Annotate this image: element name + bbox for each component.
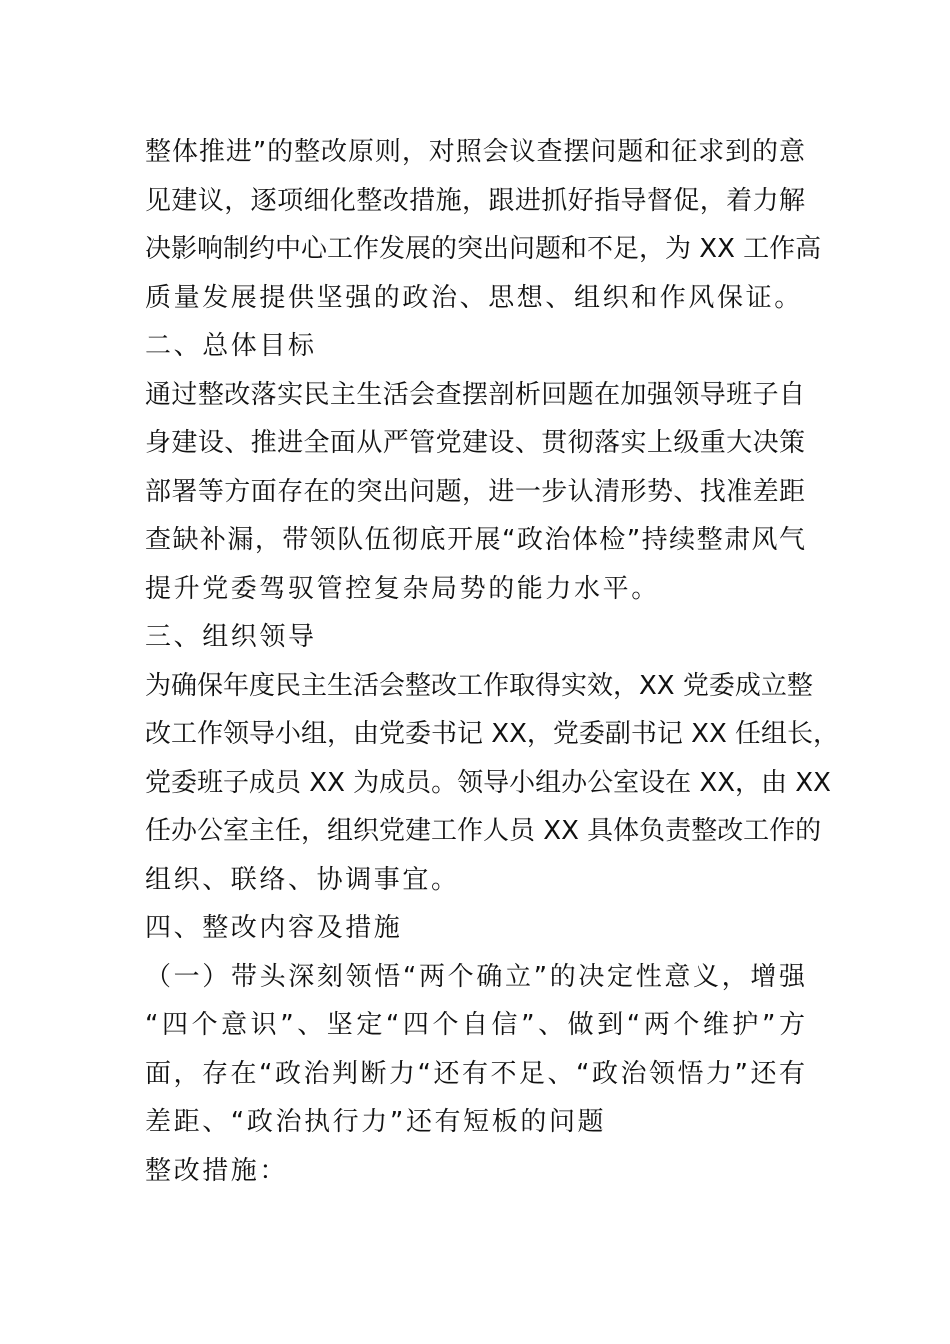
paragraph-intro-continuation xyxy=(145,128,822,322)
heading-text: 三、组织领导 xyxy=(145,622,317,652)
paragraph-leadership xyxy=(145,662,840,905)
text-line: 见建议，逐项细化整改措施，跟进抓好指导督促，着力解 xyxy=(145,185,805,216)
text-line: 改工作领导小组，由党委书记 XX，党委副书记 XX 任组长， xyxy=(145,719,840,749)
document-body xyxy=(145,128,840,1195)
section-heading-rectification xyxy=(145,904,805,953)
heading-text: 四、整改内容及措施 xyxy=(145,913,403,943)
text-line: 提升党委驾驭管控复杂局势的能力水平。 xyxy=(145,573,660,604)
paragraph-goal xyxy=(145,371,805,614)
text-line: 组织、联络、协调事宜。 xyxy=(145,864,460,895)
text-line: 面，存在“政治判断力“还有不足、“政治领悟力”还有 xyxy=(145,1058,805,1089)
text-line: 通过整改落实民主生活会查摆剖析回题在加强领导班子自 xyxy=(145,379,805,410)
text-line: “四个意识”、坚定“四个自信”、做到“两个维护”方 xyxy=(145,1010,805,1040)
text-line: 整体推进”的整改原则，对照会议查摆问题和征求到的意 xyxy=(145,137,805,167)
text-line: 质量发展提供坚强的政治、思想、组织和作风保证。 xyxy=(145,282,803,313)
text-line: 部署等方面存在的突出问题，进一步认清形势、找准差距 xyxy=(145,476,805,507)
text-line: 查缺补漏，带领队伍彻底开展“政治体检”持续整肃风气 xyxy=(145,525,805,555)
text-line: 整改措施： xyxy=(145,1155,289,1186)
text-line: （一）带头深刻领悟“两个确立”的决定性意义，增强 xyxy=(145,961,805,992)
measures-label xyxy=(145,1147,805,1196)
text-line: 身建设、推进全面从严管党建设、贯彻落实上级重大决策 xyxy=(145,428,805,458)
heading-text: 二、总体目标 xyxy=(145,331,317,361)
text-line: 差距、“政治执行力”还有短板的问题 xyxy=(145,1107,607,1137)
text-line: 党委班子成员 XX 为成员。领导小组办公室设在 XX，由 XX xyxy=(145,767,831,798)
section-heading-overall-goal xyxy=(145,322,805,371)
paragraph-item-1 xyxy=(145,953,805,1147)
section-heading-organization xyxy=(145,613,805,662)
text-line: 任办公室主任，组织党建工作人员 XX 具体负责整改工作的 xyxy=(145,816,822,846)
text-line: 决影响制约中心工作发展的突出问题和不足，为 XX 工作高 xyxy=(145,234,822,264)
text-line: 为确保年度民主生活会整改工作取得实效，XX 党委成立整 xyxy=(145,670,813,701)
